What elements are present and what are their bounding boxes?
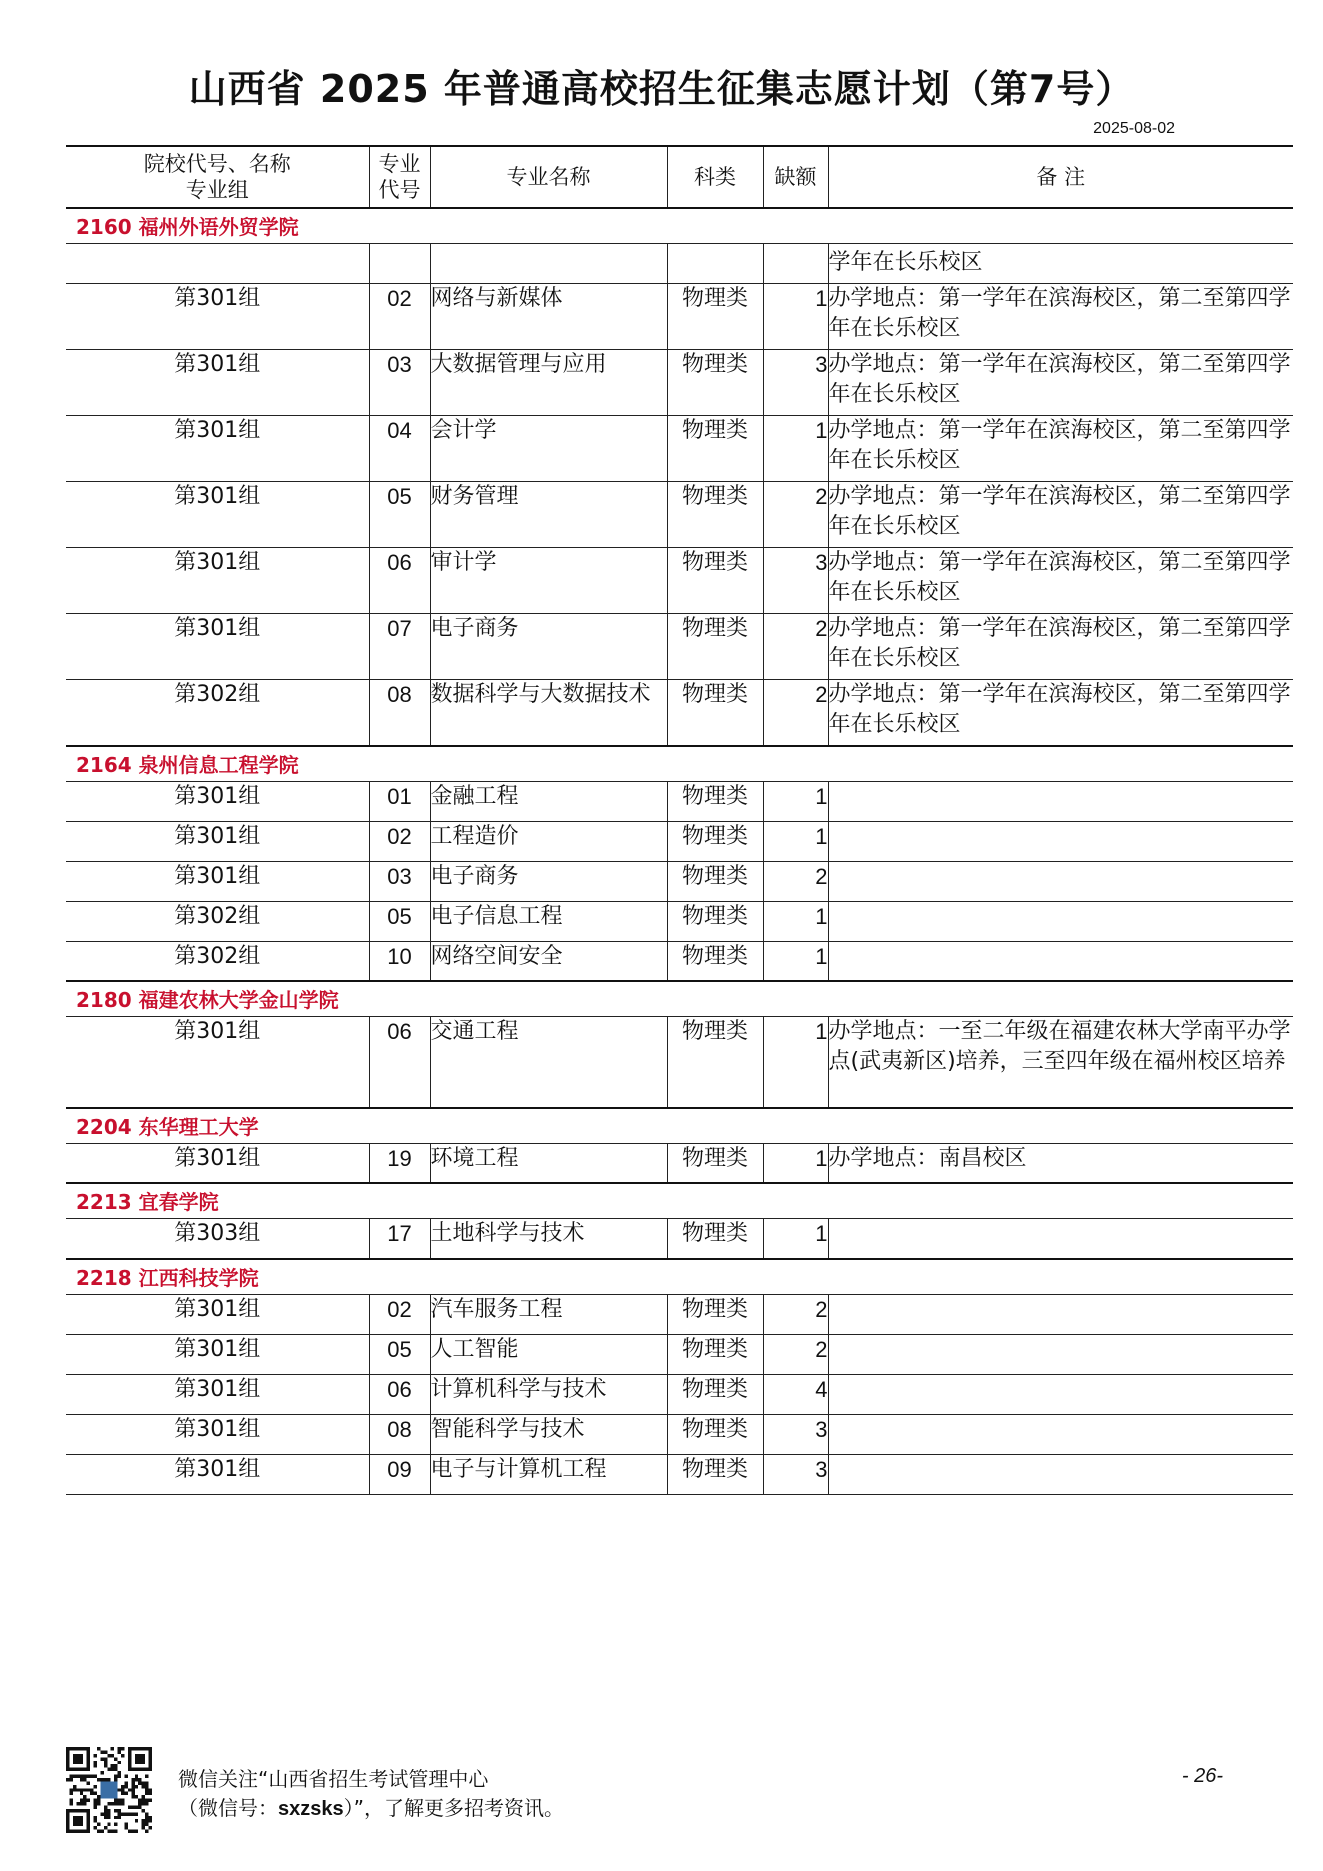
quota-cell: 1 [763,941,828,981]
major-code-cell: 01 [369,781,430,821]
major-code-cell: 05 [369,482,430,548]
table-row [66,1334,1293,1374]
category-cell: 物理类 [667,350,763,416]
note-cell: 办学地点：第一学年在滨海校区，第二至第四学年在长乐校区 [828,416,1293,482]
note-cell: 办学地点：第一学年在滨海校区，第二至第四学年在长乐校区 [828,548,1293,614]
major-name-cell: 人工智能 [430,1334,667,1374]
major-name-cell: 金融工程 [430,781,667,821]
group-cell: 第302组 [66,901,369,941]
category-cell: 物理类 [667,1454,763,1494]
major-name-cell: 大数据管理与应用 [430,350,667,416]
school-name: 2213 宜春学院 [66,1183,1293,1219]
category-cell: 物理类 [667,1017,763,1108]
school-name: 2180 福建农林大学金山学院 [66,981,1293,1017]
category-cell: 物理类 [667,1294,763,1334]
major-code-cell: 05 [369,901,430,941]
quota-cell: 1 [763,1017,828,1108]
table-row [66,1143,1293,1183]
table-row [66,1219,1293,1259]
wechat-line-1: 微信关注“山西省招生考试管理中心 [178,1767,489,1791]
note-cell: 办学地点：一至二年级在福建农林大学南平办学点(武夷新区)培养，三至四年级在福州校区培养 [828,1017,1293,1108]
wechat-id: sxzsks [278,1798,344,1820]
group-cell: 第301组 [66,614,369,680]
wechat-line-2: （微信号：sxzsks）”，了解更多招考资讯。 [178,1796,564,1820]
note-cell [828,1294,1293,1334]
table-row [66,1414,1293,1454]
col-header-category: 科类 [667,146,763,208]
table-row [66,821,1293,861]
quota-cell: 4 [763,1374,828,1414]
major-code-cell: 02 [369,1294,430,1334]
major-name-cell: 电子商务 [430,614,667,680]
quota-cell: 1 [763,284,828,350]
category-cell: 物理类 [667,1334,763,1374]
category-cell: 物理类 [667,941,763,981]
major-name-cell [430,244,667,284]
school-header-row [66,1259,1293,1295]
school-header-row [66,1183,1293,1219]
major-code-cell: 10 [369,941,430,981]
table-row [66,416,1293,482]
major-name-cell: 审计学 [430,548,667,614]
major-code-cell: 06 [369,1017,430,1108]
major-name-cell: 环境工程 [430,1143,667,1183]
major-code-cell: 17 [369,1219,430,1259]
category-cell: 物理类 [667,614,763,680]
school-name: 2204 东华理工大学 [66,1108,1293,1144]
group-cell: 第301组 [66,482,369,548]
table-body [66,208,1293,1494]
major-code-cell: 08 [369,1414,430,1454]
group-cell: 第301组 [66,861,369,901]
quota-cell: 3 [763,350,828,416]
enrollment-plan-table [66,145,1293,1495]
table-row [66,1294,1293,1334]
quota-cell: 2 [763,614,828,680]
major-code-cell: 03 [369,861,430,901]
table-row [66,901,1293,941]
group-cell: 第301组 [66,284,369,350]
group-cell: 第302组 [66,941,369,981]
major-name-cell: 电子信息工程 [430,901,667,941]
major-name-cell: 汽车服务工程 [430,1294,667,1334]
school-header-row [66,208,1293,244]
note-cell: 学年在长乐校区 [828,244,1293,284]
note-cell: 办学地点：第一学年在滨海校区，第二至第四学年在长乐校区 [828,350,1293,416]
category-cell: 物理类 [667,861,763,901]
note-cell: 办学地点：第一学年在滨海校区，第二至第四学年在长乐校区 [828,614,1293,680]
note-cell: 办学地点：第一学年在滨海校区，第二至第四学年在长乐校区 [828,284,1293,350]
note-cell [828,861,1293,901]
major-code-cell: 06 [369,1374,430,1414]
quota-cell: 3 [763,548,828,614]
category-cell: 物理类 [667,1414,763,1454]
major-name-cell: 工程造价 [430,821,667,861]
table-row [66,350,1293,416]
group-cell [66,244,369,284]
major-name-cell: 土地科学与技术 [430,1219,667,1259]
quota-cell: 1 [763,821,828,861]
note-cell: 办学地点：第一学年在滨海校区，第二至第四学年在长乐校区 [828,680,1293,746]
table-row [66,482,1293,548]
footer [66,1747,1293,1837]
table-row [66,244,1293,284]
table-header-row [66,146,1293,208]
note-cell [828,781,1293,821]
table-row [66,1017,1293,1108]
table-row [66,680,1293,746]
category-cell: 物理类 [667,1374,763,1414]
group-cell: 第301组 [66,1017,369,1108]
table-row [66,861,1293,901]
table-row [66,1454,1293,1494]
major-code-cell: 06 [369,548,430,614]
quota-cell [763,244,828,284]
quota-cell: 1 [763,901,828,941]
category-cell: 物理类 [667,284,763,350]
col-header-major: 专业名称 [430,146,667,208]
qr-code-icon [66,1747,152,1833]
table-row [66,941,1293,981]
group-cell: 第301组 [66,781,369,821]
group-cell: 第301组 [66,548,369,614]
wechat-info [178,1765,564,1824]
note-cell [828,821,1293,861]
school-header-row [66,1108,1293,1144]
category-cell: 物理类 [667,901,763,941]
note-cell: 办学地点：南昌校区 [828,1143,1293,1183]
school-header-row [66,981,1293,1017]
table-row [66,284,1293,350]
quota-cell: 2 [763,680,828,746]
major-name-cell: 会计学 [430,416,667,482]
category-cell: 物理类 [667,680,763,746]
major-code-cell: 04 [369,416,430,482]
group-cell: 第303组 [66,1219,369,1259]
note-cell: 办学地点：第一学年在滨海校区，第二至第四学年在长乐校区 [828,482,1293,548]
major-name-cell: 计算机科学与技术 [430,1374,667,1414]
major-name-cell: 交通工程 [430,1017,667,1108]
major-code-cell: 03 [369,350,430,416]
group-cell: 第301组 [66,1334,369,1374]
major-code-cell: 09 [369,1454,430,1494]
major-name-cell: 智能科学与技术 [430,1414,667,1454]
quota-cell: 2 [763,861,828,901]
note-cell [828,1374,1293,1414]
quota-cell: 3 [763,1414,828,1454]
category-cell: 物理类 [667,1219,763,1259]
category-cell [667,244,763,284]
major-code-cell: 02 [369,284,430,350]
table-row [66,1374,1293,1414]
note-cell [828,1454,1293,1494]
school-name: 2160 福州外语外贸学院 [66,208,1293,244]
group-cell: 第301组 [66,350,369,416]
school-name: 2218 江西科技学院 [66,1259,1293,1295]
note-cell [828,901,1293,941]
col-header-note: 备 注 [828,146,1293,208]
quota-cell: 1 [763,781,828,821]
note-cell [828,1414,1293,1454]
category-cell: 物理类 [667,416,763,482]
group-cell: 第301组 [66,1374,369,1414]
major-name-cell: 网络与新媒体 [430,284,667,350]
table-row [66,548,1293,614]
major-name-cell: 电子商务 [430,861,667,901]
major-code-cell [369,244,430,284]
note-cell [828,1219,1293,1259]
category-cell: 物理类 [667,1143,763,1183]
major-name-cell: 财务管理 [430,482,667,548]
quota-cell: 1 [763,1143,828,1183]
table-row [66,781,1293,821]
major-name-cell: 数据科学与大数据技术 [430,680,667,746]
quota-cell: 3 [763,1454,828,1494]
school-header-row [66,746,1293,782]
quota-cell: 2 [763,1334,828,1374]
group-cell: 第301组 [66,1294,369,1334]
category-cell: 物理类 [667,781,763,821]
group-cell: 第302组 [66,680,369,746]
major-name-cell: 电子与计算机工程 [430,1454,667,1494]
group-cell: 第301组 [66,1143,369,1183]
quota-cell: 1 [763,416,828,482]
col-header-group: 院校代号、名称 专业组 [66,146,369,208]
col-header-code: 专业 代号 [369,146,430,208]
major-code-cell: 02 [369,821,430,861]
group-cell: 第301组 [66,821,369,861]
table-row [66,614,1293,680]
major-code-cell: 19 [369,1143,430,1183]
quota-cell: 1 [763,1219,828,1259]
quota-cell: 2 [763,482,828,548]
category-cell: 物理类 [667,548,763,614]
major-code-cell: 08 [369,680,430,746]
group-cell: 第301组 [66,1454,369,1494]
group-cell: 第301组 [66,416,369,482]
category-cell: 物理类 [667,821,763,861]
major-name-cell: 网络空间安全 [430,941,667,981]
publish-date: 2025-08-02 [1093,120,1175,137]
school-name: 2164 泉州信息工程学院 [66,746,1293,782]
quota-cell: 2 [763,1294,828,1334]
note-cell [828,941,1293,981]
category-cell: 物理类 [667,482,763,548]
col-header-quota: 缺额 [763,146,828,208]
page-number: - 26- [1181,1765,1223,1787]
note-cell [828,1334,1293,1374]
major-code-cell: 05 [369,1334,430,1374]
page-title: 山西省 2025 年普通高校招生征集志愿计划（第7号） [188,67,1135,111]
major-code-cell: 07 [369,614,430,680]
group-cell: 第301组 [66,1414,369,1454]
